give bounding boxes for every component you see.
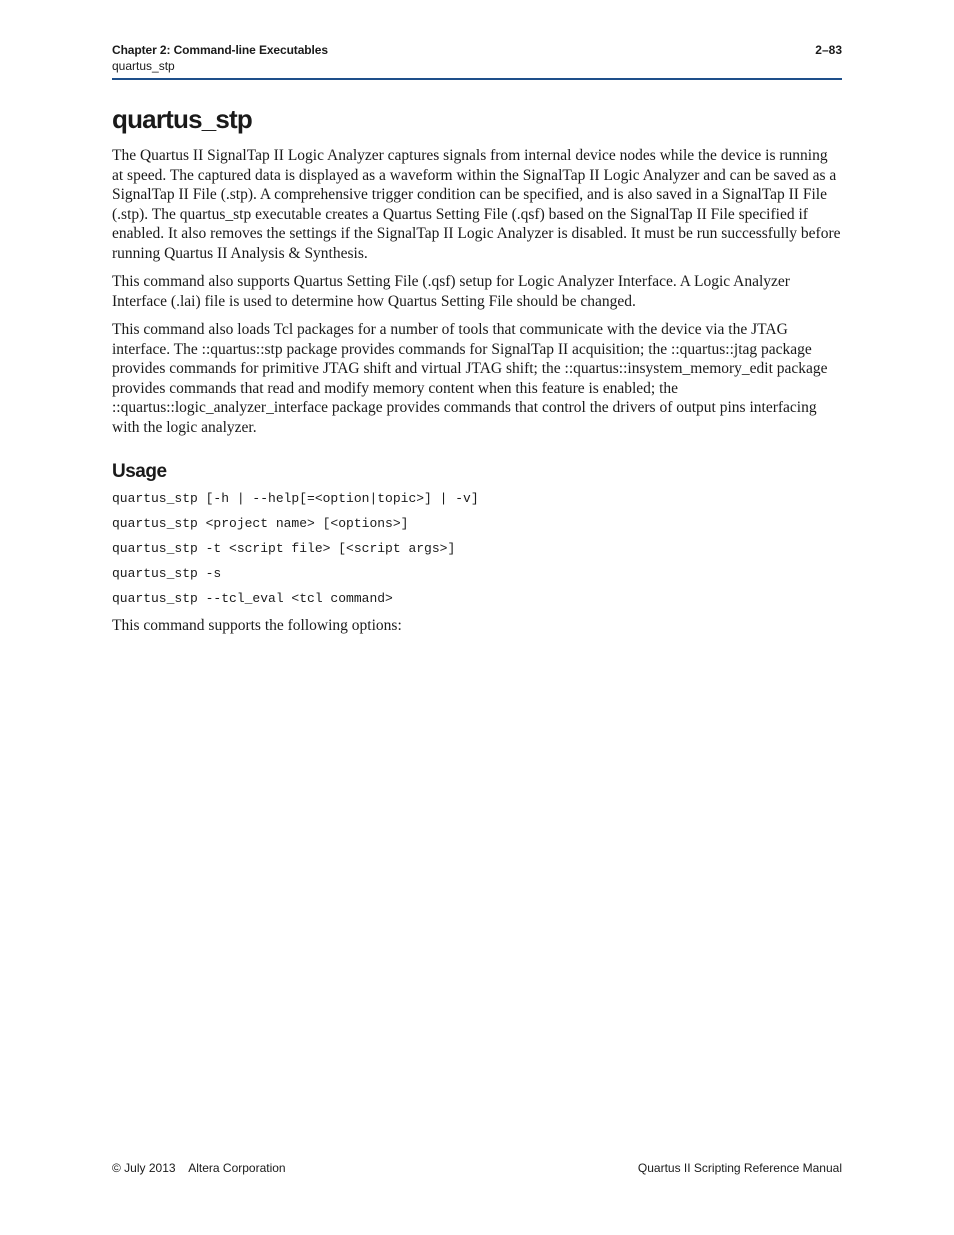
- footer-manual-title: Quartus II Scripting Reference Manual: [637, 1161, 842, 1175]
- options-intro: This command supports the following options:: [112, 617, 402, 634]
- page-header: [112, 42, 842, 80]
- running-section-title: quartus_stp: [112, 59, 175, 73]
- usage-line: quartus_stp <project name> [<options>]: [112, 516, 409, 531]
- page-number: 2–83: [815, 43, 842, 57]
- usage-line: quartus_stp [-h | --help[=<option|topic>] | -v]: [112, 491, 479, 506]
- body-paragraph: The Quartus II SignalTap II Logic Analyzer captures signals from internal device nodes while the device is running at speed. The captured data is displayed as a waveform within the SignalTap II Logic Analyzer and can be saved as a SignalTap II File (.stp). A comprehensive trigger condition can be specified, and is also saved in a SignalTap II File (.stp). The quartus_stp executable creates a Quartus Setting File (.qsf) based on the SignalTap II File specified if enabled. It also removes the settings if the SignalTap II Logic Analyzer is disabled. It must be run successfully before running Quartus II Analysis & Synthesis.: [112, 147, 841, 262]
- main-content: [112, 102, 842, 645]
- page-title: quartus_stp: [112, 104, 253, 134]
- usage-line: quartus_stp -s: [112, 566, 222, 581]
- usage-heading: Usage: [112, 461, 167, 482]
- chapter-title: Chapter 2: Command-line Executables: [112, 43, 328, 57]
- footer-copyright: © July 2013 Altera Corporation: [112, 1161, 286, 1175]
- body-paragraph: This command also supports Quartus Setting File (.qsf) setup for Logic Analyzer Interface. A Logic Analyzer Interface (.lai) file is used to determine how Quartus Setting File should be changed.: [112, 273, 790, 310]
- usage-line: quartus_stp --tcl_eval <tcl command>: [112, 591, 393, 606]
- body-paragraph: This command also loads Tcl packages for a number of tools that communicate with the device via the JTAG interface. The ::quartus::stp package provides commands for SignalTap II acquisition; the ::quartus::jtag package provides commands for primitive JTAG shift and virtual JTAG shift; the ::quartus::insystem_memory_edit package provides commands that read and modify memory content when this feature is enabled; the ::quartus::logic_analyzer_interface package provides commands that control the drivers of output pins interfacing with the logic analyzer.: [112, 321, 828, 436]
- usage-line: quartus_stp -t <script file> [<script args>]: [112, 541, 456, 556]
